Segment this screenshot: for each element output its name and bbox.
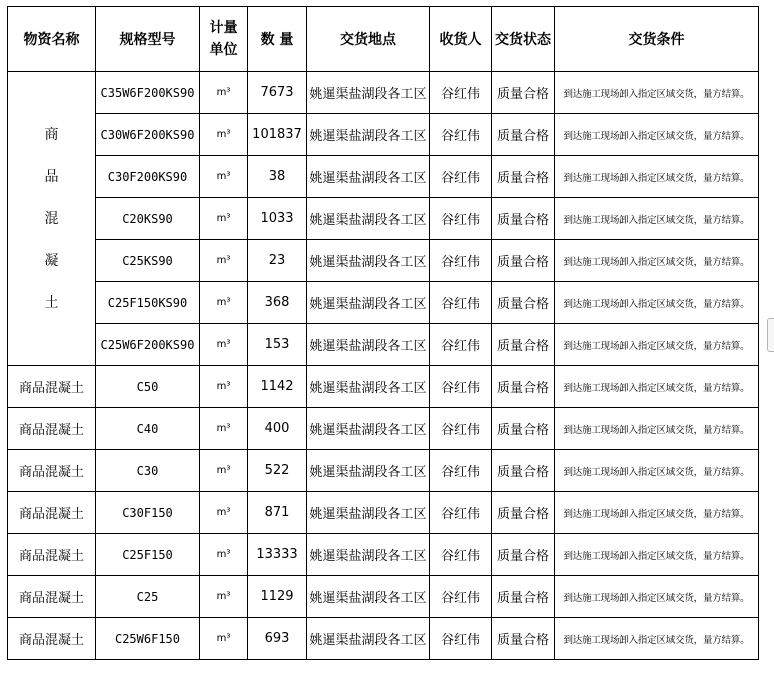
unit-cell: m³ <box>200 156 248 198</box>
spec-cell: C30 <box>96 450 200 492</box>
receiver-cell: 谷红伟 <box>430 366 492 408</box>
conditions-cell: 到达施工现场卸入指定区域交货，量方结算。 <box>555 450 759 492</box>
material-cell: 商品混凝土 <box>8 492 96 534</box>
material-char: 混 <box>44 210 59 227</box>
location-cell: 姚暹渠盐湖段各工区 <box>307 282 430 324</box>
status-cell: 质量合格 <box>492 282 555 324</box>
conditions-cell: 到达施工现场卸入指定区域交货，量方结算。 <box>555 72 759 114</box>
table-row <box>8 576 759 618</box>
status-cell: 质量合格 <box>492 240 555 282</box>
receiver-cell: 谷红伟 <box>430 618 492 660</box>
header-row <box>8 7 759 72</box>
location-cell: 姚暹渠盐湖段各工区 <box>307 156 430 198</box>
table-row <box>8 324 759 366</box>
receiver-cell: 谷红伟 <box>430 198 492 240</box>
table-body <box>8 72 759 660</box>
location-cell: 姚暹渠盐湖段各工区 <box>307 618 430 660</box>
material-cell: 商品混凝土 <box>8 534 96 576</box>
table-row <box>8 282 759 324</box>
status-cell: 质量合格 <box>492 534 555 576</box>
qty-cell: 13333 <box>248 534 307 576</box>
header-receiver: 收货人 <box>430 7 492 72</box>
status-cell: 质量合格 <box>492 492 555 534</box>
delivery-table <box>7 6 759 660</box>
qty-cell: 1129 <box>248 576 307 618</box>
material-cell: 商品混凝土 <box>8 366 96 408</box>
spec-cell: C25W6F200KS90 <box>96 324 200 366</box>
spec-cell: C30F200KS90 <box>96 156 200 198</box>
status-cell: 质量合格 <box>492 324 555 366</box>
location-cell: 姚暹渠盐湖段各工区 <box>307 450 430 492</box>
status-cell: 质量合格 <box>492 366 555 408</box>
receiver-cell: 谷红伟 <box>430 576 492 618</box>
unit-cell: m³ <box>200 240 248 282</box>
table-row <box>8 534 759 576</box>
conditions-cell: 到达施工现场卸入指定区域交货，量方结算。 <box>555 282 759 324</box>
material-char: 土 <box>44 294 59 311</box>
conditions-cell: 到达施工现场卸入指定区域交货，量方结算。 <box>555 366 759 408</box>
unit-cell: m³ <box>200 324 248 366</box>
table-row <box>8 198 759 240</box>
unit-cell: m³ <box>200 408 248 450</box>
status-cell: 质量合格 <box>492 450 555 492</box>
location-cell: 姚暹渠盐湖段各工区 <box>307 198 430 240</box>
spec-cell: C25W6F150 <box>96 618 200 660</box>
spec-cell: C30F150 <box>96 492 200 534</box>
receiver-cell: 谷红伟 <box>430 72 492 114</box>
material-char: 商 <box>44 126 59 143</box>
unit-cell: m³ <box>200 450 248 492</box>
receiver-cell: 谷红伟 <box>430 156 492 198</box>
status-cell: 质量合格 <box>492 114 555 156</box>
spec-cell: C25F150 <box>96 534 200 576</box>
table-row <box>8 408 759 450</box>
conditions-cell: 到达施工现场卸入指定区域交货，量方结算。 <box>555 492 759 534</box>
unit-cell: m³ <box>200 576 248 618</box>
table-row <box>8 450 759 492</box>
status-cell: 质量合格 <box>492 198 555 240</box>
conditions-cell: 到达施工现场卸入指定区域交货，量方结算。 <box>555 114 759 156</box>
table-row <box>8 240 759 282</box>
conditions-cell: 到达施工现场卸入指定区域交货，量方结算。 <box>555 156 759 198</box>
receiver-cell: 谷红伟 <box>430 534 492 576</box>
unit-cell: m³ <box>200 618 248 660</box>
unit-cell: m³ <box>200 282 248 324</box>
qty-cell: 522 <box>248 450 307 492</box>
receiver-cell: 谷红伟 <box>430 282 492 324</box>
material-group-cell <box>8 72 96 366</box>
location-cell: 姚暹渠盐湖段各工区 <box>307 72 430 114</box>
table-row <box>8 492 759 534</box>
status-cell: 质量合格 <box>492 72 555 114</box>
conditions-cell: 到达施工现场卸入指定区域交货，量方结算。 <box>555 240 759 282</box>
header-material: 物资名称 <box>8 7 96 72</box>
qty-cell: 871 <box>248 492 307 534</box>
header-location: 交货地点 <box>307 7 430 72</box>
material-char: 品 <box>44 168 59 185</box>
location-cell: 姚暹渠盐湖段各工区 <box>307 240 430 282</box>
table-row <box>8 114 759 156</box>
spec-cell: C50 <box>96 366 200 408</box>
status-cell: 质量合格 <box>492 156 555 198</box>
unit-cell: m³ <box>200 534 248 576</box>
material-cell: 商品混凝土 <box>8 576 96 618</box>
qty-cell: 7673 <box>248 72 307 114</box>
conditions-cell: 到达施工现场卸入指定区域交货，量方结算。 <box>555 534 759 576</box>
conditions-cell: 到达施工现场卸入指定区域交货，量方结算。 <box>555 618 759 660</box>
unit-cell: m³ <box>200 72 248 114</box>
unit-cell: m³ <box>200 114 248 156</box>
unit-cell: m³ <box>200 366 248 408</box>
qty-cell: 400 <box>248 408 307 450</box>
location-cell: 姚暹渠盐湖段各工区 <box>307 324 430 366</box>
unit-cell: m³ <box>200 492 248 534</box>
spec-cell: C25F150KS90 <box>96 282 200 324</box>
table-row <box>8 156 759 198</box>
qty-cell: 1142 <box>248 366 307 408</box>
location-cell: 姚暹渠盐湖段各工区 <box>307 114 430 156</box>
status-cell: 质量合格 <box>492 576 555 618</box>
spec-cell: C35W6F200KS90 <box>96 72 200 114</box>
receiver-cell: 谷红伟 <box>430 492 492 534</box>
qty-cell: 693 <box>248 618 307 660</box>
qty-cell: 23 <box>248 240 307 282</box>
receiver-cell: 谷红伟 <box>430 240 492 282</box>
header-conditions: 交货条件 <box>555 7 759 72</box>
receiver-cell: 谷红伟 <box>430 324 492 366</box>
header-status: 交货状态 <box>492 7 555 72</box>
qty-cell: 101837 <box>248 114 307 156</box>
header-unit: 计量 单位 <box>200 7 248 72</box>
conditions-cell: 到达施工现场卸入指定区域交货，量方结算。 <box>555 576 759 618</box>
conditions-cell: 到达施工现场卸入指定区域交货，量方结算。 <box>555 324 759 366</box>
status-cell: 质量合格 <box>492 618 555 660</box>
header-qty: 数 量 <box>248 7 307 72</box>
conditions-cell: 到达施工现场卸入指定区域交货，量方结算。 <box>555 408 759 450</box>
location-cell: 姚暹渠盐湖段各工区 <box>307 492 430 534</box>
location-cell: 姚暹渠盐湖段各工区 <box>307 366 430 408</box>
header-spec: 规格型号 <box>96 7 200 72</box>
status-cell: 质量合格 <box>492 408 555 450</box>
unit-cell: m³ <box>200 198 248 240</box>
material-cell: 商品混凝土 <box>8 450 96 492</box>
material-cell: 商品混凝土 <box>8 408 96 450</box>
spec-cell: C25KS90 <box>96 240 200 282</box>
table-row <box>8 366 759 408</box>
qty-cell: 368 <box>248 282 307 324</box>
material-char: 凝 <box>44 252 59 269</box>
material-cell: 商品混凝土 <box>8 618 96 660</box>
qty-cell: 153 <box>248 324 307 366</box>
spec-cell: C40 <box>96 408 200 450</box>
spec-cell: C20KS90 <box>96 198 200 240</box>
spec-cell: C25 <box>96 576 200 618</box>
receiver-cell: 谷红伟 <box>430 450 492 492</box>
table-row <box>8 618 759 660</box>
side-scroll-handle[interactable] <box>767 318 774 352</box>
table-row <box>8 72 759 114</box>
location-cell: 姚暹渠盐湖段各工区 <box>307 576 430 618</box>
spec-cell: C30W6F200KS90 <box>96 114 200 156</box>
receiver-cell: 谷红伟 <box>430 408 492 450</box>
qty-cell: 38 <box>248 156 307 198</box>
qty-cell: 1033 <box>248 198 307 240</box>
location-cell: 姚暹渠盐湖段各工区 <box>307 534 430 576</box>
receiver-cell: 谷红伟 <box>430 114 492 156</box>
conditions-cell: 到达施工现场卸入指定区域交货，量方结算。 <box>555 198 759 240</box>
location-cell: 姚暹渠盐湖段各工区 <box>307 408 430 450</box>
